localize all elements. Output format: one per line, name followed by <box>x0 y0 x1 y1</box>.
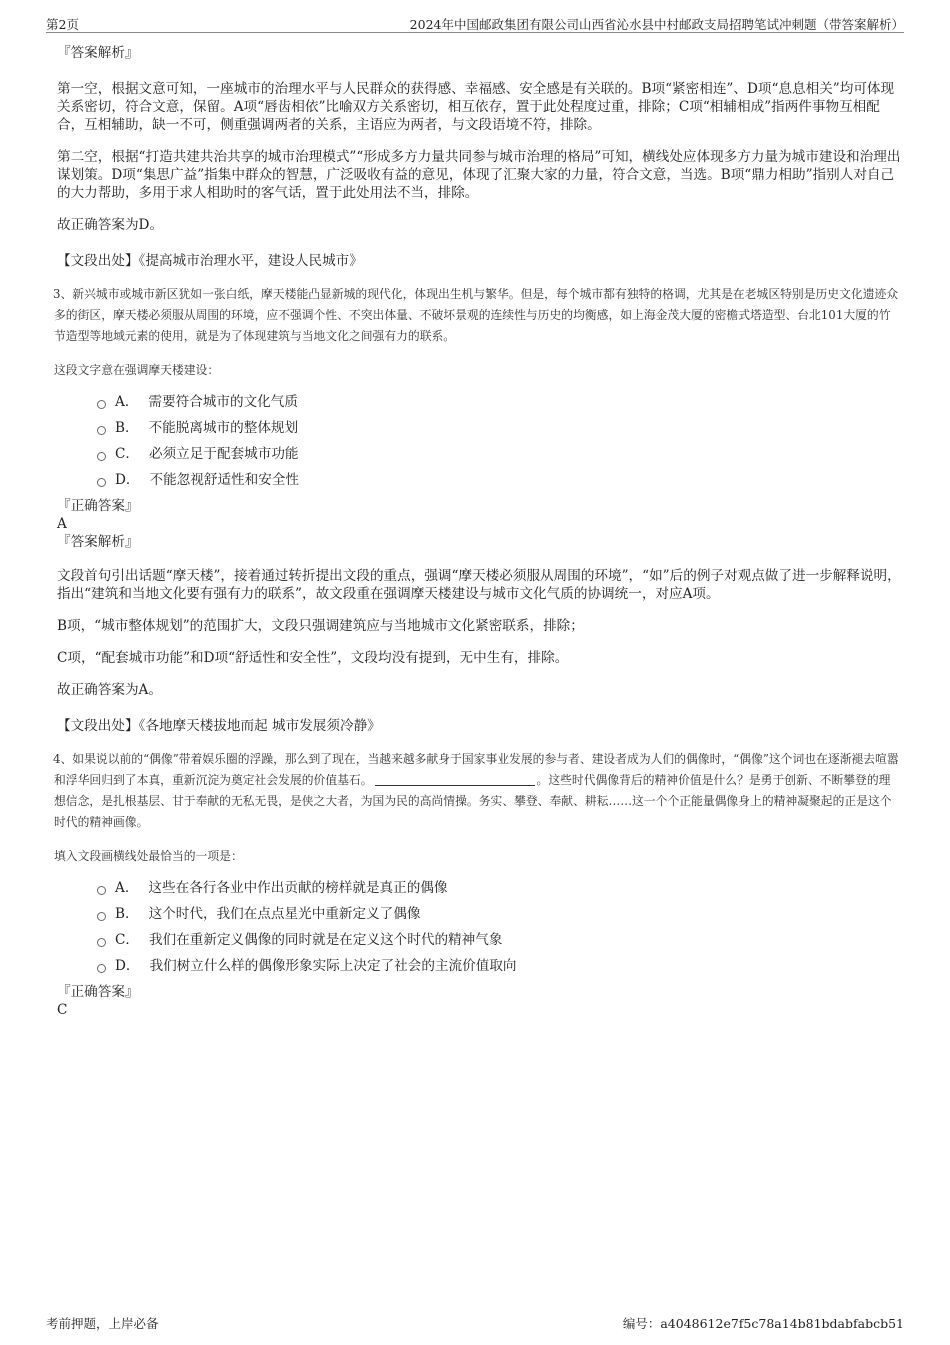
radio-icon[interactable] <box>97 912 106 921</box>
radio-icon[interactable] <box>97 452 106 461</box>
document-title: 2024年中国邮政集团有限公司山西省沁水县中村邮政支局招聘笔试冲刺题（带答案解析） <box>409 17 904 32</box>
analysis-label: 『答案解析』 <box>57 45 139 61</box>
option-c[interactable]: C． 我们在重新定义偶像的同时就是在定义这个时代的精神气象 <box>97 927 902 953</box>
radio-icon[interactable] <box>97 400 106 409</box>
option-d[interactable]: D． 我们树立什么样的偶像形象实际上决定了社会的主流价值取向 <box>97 953 902 979</box>
footer-slogan: 考前押题，上岸必备 <box>46 1316 159 1331</box>
answer-value: C <box>57 1002 68 1018</box>
radio-icon[interactable] <box>97 964 106 973</box>
conclusion: 故正确答案为D。 <box>57 217 164 233</box>
source-citation: 【文段出处】《各地摩天楼拔地而起 城市发展须冷静》 <box>57 718 381 734</box>
analysis-paragraph: C项，“配套城市功能”和D项“舒适性和安全性”，文段均没有提到，无中生有，排除。 <box>57 650 569 666</box>
option-b[interactable]: B． 不能脱离城市的整体规划 <box>97 415 902 441</box>
document-id: 编号：a4048612e7f5c78a14b81bdabfabcb51 <box>622 1316 904 1331</box>
radio-icon[interactable] <box>97 886 106 895</box>
option-a[interactable]: A． 需要符合城市的文化气质 <box>97 389 902 415</box>
question-4-options <box>57 875 902 979</box>
analysis-paragraph: 文段首句引出话题“摩天楼”，接着通过转折提出文段的重点，强调“摩天楼必须服从周围的环境”，“如”后的例子对观点做了进一步解释说明，指出“建筑和当地文化要有强有力的联系”，故文段重在强调摩天楼建设与城市文化气质的协调统一，对应A项。 <box>57 568 901 602</box>
radio-icon[interactable] <box>97 938 106 947</box>
question-3-prompt: 这段文字意在强调摩天楼建设： <box>54 363 220 377</box>
answer-value: A <box>57 516 67 532</box>
page-header <box>46 14 904 33</box>
conclusion: 故正确答案为A。 <box>57 682 162 698</box>
option-b[interactable]: B． 这个时代，我们在点点星光中重新定义了偶像 <box>97 901 902 927</box>
answer-label: 『正确答案』 <box>57 498 139 514</box>
question-4-prompt: 填入文段画横线处最恰当的一项是： <box>54 849 243 863</box>
radio-icon[interactable] <box>97 426 106 435</box>
analysis-paragraph: B项，“城市整体规划”的范围扩大，文段只强调建筑应与当地城市文化紧密联系，排除； <box>57 618 584 634</box>
answer-label: 『正确答案』 <box>57 984 139 1000</box>
analysis-label: 『答案解析』 <box>57 534 139 550</box>
question-4-text: 4、如果说以前的“偶像”带着娱乐圈的浮躁，那么到了现在，当越来越多献身于国家事业发展的参与者、建设者成为人们的偶像时，“偶像”这个词也在逐渐褪去喧嚣和浮华回归到了本真，重新沉淀为奠定社会发展的价值基石。 。这些时代偶像背后的精神价值是什么？是勇于创新、不断攀登的理想信念，是扎根基层、甘于奉献的无私无畏，是侠之大者，为国为民的高尚情操。务实、攀登、奉献、耕耘……这一个个正能量偶像身上的精神凝聚起的正是这个时代的精神画像。 <box>53 752 899 829</box>
question-3-options <box>57 389 902 493</box>
option-c[interactable]: C． 必须立足于配套城市功能 <box>97 441 902 467</box>
option-d[interactable]: D． 不能忽视舒适性和安全性 <box>97 467 902 493</box>
document-body <box>53 44 902 1019</box>
fill-in-blank <box>375 773 535 786</box>
question-3-text: 3、新兴城市或城市新区犹如一张白纸，摩天楼能凸显新城的现代化，体现出生机与繁华。但是，每个城市都有独特的格调，尤其是在老城区特别是历史文化遗迹众多的街区，摩天楼必须服从周围的环境，应不强调个性、不突出体量、不破坏景观的连续性与历史的均衡感，如上海金茂大厦的密檐式塔造型、台北101大厦的竹节造型等地域元素的使用，就是为了体现建筑与当地文化之间强有力的联系。 <box>53 287 899 343</box>
radio-icon[interactable] <box>97 478 106 487</box>
source-citation: 【文段出处】《提高城市治理水平，建设人民城市》 <box>57 253 363 269</box>
option-a[interactable]: A． 这些在各行各业中作出贡献的榜样就是真正的偶像 <box>97 875 902 901</box>
page-number: 第2页 <box>46 17 79 32</box>
analysis-paragraph: 第二空，根据“打造共建共治共享的城市治理模式”“形成多方力量共同参与城市治理的格局”可知，横线处应体现多方力量为城市建设和治理出谋划策。D项“集思广益”指集中群众的智慧，广泛吸收有益的意见，体现了汇聚大家的力量，符合文意，当选。B项“鼎力相助”指别人对自己的大力帮助，多用于求人相助时的客气话，置于此处用法不当，排除。 <box>57 149 901 201</box>
analysis-paragraph: 第一空，根据文意可知，一座城市的治理水平与人民群众的获得感、幸福感、安全感是有关联的。B项“紧密相连”、D项“息息相关”均可体现关系密切，符合文意，保留。A项“唇齿相依”比喻双方关系密切，相互依存，置于此处程度过重，排除；C项“相辅相成”指两件事物互相配合，互相辅助，缺一不可，侧重强调两者的关系，主语应为两者，与文段语境不符，排除。 <box>57 81 895 133</box>
